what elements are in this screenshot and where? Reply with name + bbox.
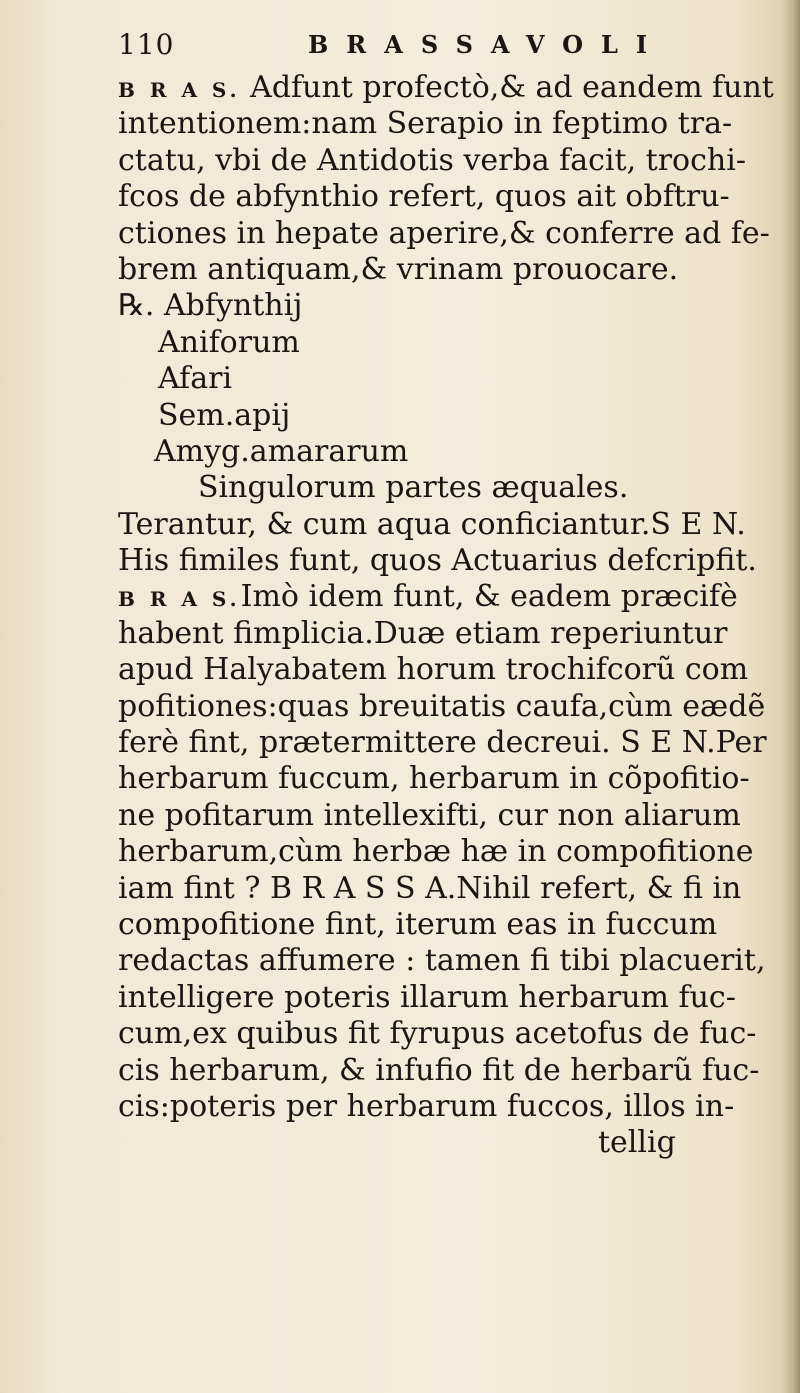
- text-line: [118, 216, 800, 252]
- text-block: [118, 70, 800, 1162]
- text-line: [118, 798, 800, 834]
- line-text: Adfunt profectò,& ad eandem funt: [240, 70, 774, 105]
- line-text: Singulorum partes æquales.: [198, 470, 629, 506]
- page-number: 110: [118, 28, 175, 61]
- line-text: iam fint ? B R A S S A.Nihil refert, & fi in: [118, 870, 742, 906]
- recipe-line: [118, 288, 800, 324]
- line-text: His fimiles funt, quos Actuarius defcripfit.: [118, 543, 757, 579]
- line-text: Amyg.amararum: [154, 433, 409, 469]
- line-text: fcos de abfynthio refert, quos ait obftru-: [118, 179, 730, 215]
- text-line: [118, 907, 800, 943]
- line-text: cis:poteris per herbarum fuccos, illos in-: [118, 1088, 735, 1124]
- text-line: [118, 507, 800, 543]
- running-head: BRASSAVOLI: [308, 30, 666, 59]
- line-text: herbarum,cùm herbæ hæ in compofitione: [118, 834, 754, 870]
- text-line: [118, 70, 800, 106]
- text-line: [118, 143, 800, 179]
- line-text: cum,ex quibus fit fyrupus acetofus de fuc-: [118, 1016, 757, 1052]
- page-header: [118, 28, 758, 68]
- line-text: Aniforum: [158, 324, 300, 360]
- recipe-ingredient: [118, 398, 800, 434]
- text-line: [118, 106, 800, 142]
- text-line: [118, 871, 800, 907]
- text-line: [118, 834, 800, 870]
- text-line: [118, 980, 800, 1016]
- line-text: Imò idem funt, & eadem præcifè: [240, 579, 738, 615]
- line-text: intelligere poteris illarum herbarum fuc-: [118, 979, 736, 1015]
- text-line: [118, 652, 800, 688]
- line-text: pofitiones:quas breuitatis caufa,cùm eædẽ: [118, 688, 766, 724]
- recipe-quantity: [118, 470, 800, 506]
- speaker-label: B R A S.: [118, 78, 241, 102]
- catchword: [118, 1125, 800, 1161]
- recipe-ingredient: [118, 434, 800, 470]
- line-text: apud Halyabatem horum trochifcorũ com: [118, 652, 749, 688]
- text-line: [118, 689, 800, 725]
- line-text: cis herbarum, & infufio fit de herbarũ fuc-: [118, 1052, 760, 1088]
- recipe-ingredient: [118, 361, 800, 397]
- text-line: [118, 543, 800, 579]
- line-text: Terantur, & cum aqua conficiantur.S E N.: [118, 506, 746, 542]
- line-text: redactas affumere : tamen fi tibi placuerit,: [118, 943, 766, 979]
- text-line: [118, 252, 800, 288]
- line-text: ferè fint, prætermittere decreui. S E N.Per: [118, 725, 767, 761]
- speaker-label: B R A S.: [118, 587, 241, 612]
- text-line: [118, 725, 800, 761]
- text-line: [118, 616, 800, 652]
- text-line: [118, 1016, 800, 1052]
- line-text: Afari: [158, 361, 233, 397]
- line-text: ne pofitarum intellexifti, cur non aliarum: [118, 797, 741, 833]
- line-text: compofitione fint, iterum eas in fuccum: [118, 906, 718, 942]
- line-text: intentionem:nam Serapio in feptimo tra-: [118, 106, 733, 142]
- line-text: ctatu, vbi de Antidotis verba facit, trochi-: [118, 142, 746, 178]
- text-line: [118, 761, 800, 797]
- recipe-ingredient: [118, 325, 800, 361]
- line-text: herbarum fuccum, herbarum in cõpofitio-: [118, 761, 750, 797]
- line-text: brem antiquam,& vrinam prouocare.: [118, 251, 679, 287]
- text-line: [118, 1089, 800, 1125]
- text-line: [118, 1053, 800, 1089]
- line-text: habent fimplicia.Duæ etiam reperiuntur: [118, 615, 728, 651]
- text-line: [118, 943, 800, 979]
- text-line: [118, 579, 800, 615]
- line-text: ℞. Abfynthij: [118, 288, 303, 324]
- line-text: tellig: [598, 1125, 676, 1161]
- line-text: ctiones in hepate aperire,& conferre ad fe-: [118, 215, 770, 251]
- text-line: [118, 179, 800, 215]
- line-text: Sem.apij: [158, 397, 291, 433]
